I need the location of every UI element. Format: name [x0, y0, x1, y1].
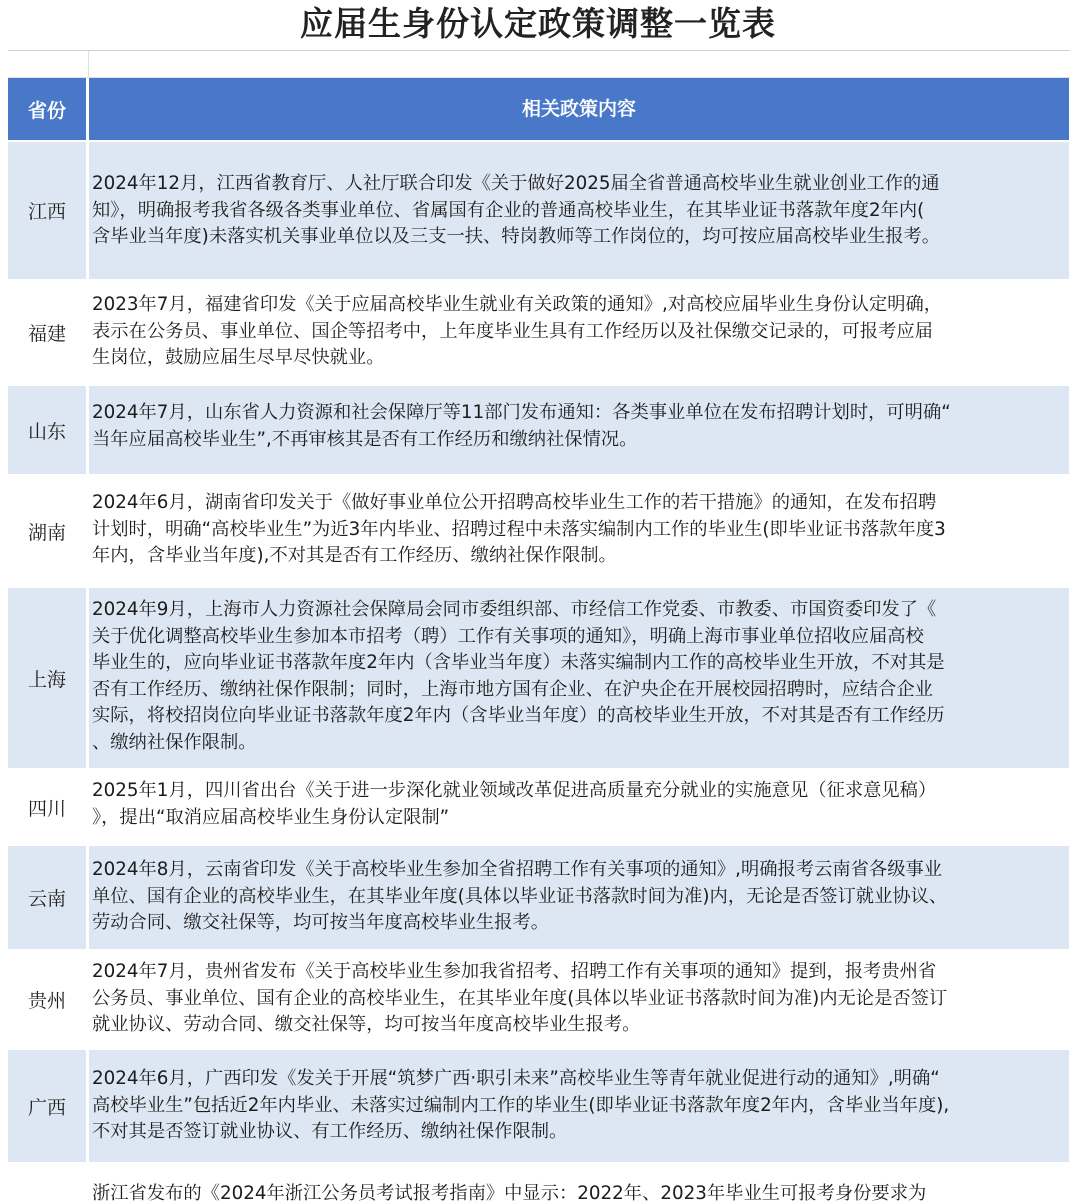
policy-line: 2023年7月，福建省印发《关于应届高校毕业生就业有关政策的通知》,对高校应届毕业生身份认定明确， — [92, 294, 943, 315]
blank-table-row — [8, 51, 1070, 78]
province-cell: 四川 — [8, 772, 86, 842]
table-header-row — [8, 78, 1070, 140]
policy-line: 浙江省发布的《2024年浙江公务员考试报考指南》中显示：2022年、2023年毕业生可报考身份要求为 — [92, 1183, 927, 1201]
province-cell: 贵州 — [8, 953, 86, 1046]
province-cell: 山东 — [8, 386, 86, 474]
policy-line: 2025年1月，四川省出台《关于进一步深化就业领域改革促进高质量充分就业的实施意见（征求意见稿） — [92, 780, 937, 801]
policy-line: 2024年6月，湖南省印发关于《做好事业单位公开招聘高校毕业生工作的若干措施》的通知，在发布招聘 — [92, 492, 937, 513]
table-row — [8, 846, 1070, 949]
policy-line: 实际，将校招岗位向毕业证书落款年度2年内（含毕业当年度）的高校毕业生开放，不对其是否有工作经历 — [92, 705, 945, 726]
province-cell: 江西 — [8, 142, 86, 279]
table-row — [8, 772, 1070, 842]
policy-line: 2024年7月，山东省人力资源和社会保障厅等11部门发布通知：各类事业单位在发布招聘计划时，可明确“ — [92, 402, 951, 423]
policy-line: 2024年9月，上海市人力资源社会保障局会同市委组织部、市经信工作党委、市教委、市国资委印发了《 — [92, 599, 937, 620]
policy-line: 》，提出“取消应届高校毕业生身份认定限制” — [92, 806, 450, 828]
province-cell: 福建 — [8, 283, 86, 382]
policy-cell — [89, 142, 1069, 279]
policy-line: 否有工作经历、缴纳社保作限制；同时，上海市地方国有企业、在沪央企在开展校园招聘时，应结合企业 — [92, 678, 933, 700]
policy-line: 不对其是否签订就业协议、有工作经历、缴纳社保作限制。 — [92, 1121, 568, 1142]
province-cell: 广西 — [8, 1050, 86, 1162]
policy-line: 表示在公务员、事业单位、国企等招考中，上年度毕业生具有工作经历以及社保缴交记录的，可报考应届 — [92, 320, 933, 342]
province-cell — [8, 1166, 86, 1201]
policy-cell — [89, 1050, 1069, 1162]
policy-line: 年内，含毕业当年度),不对其是否有工作经历、缴纳社保作限制。 — [92, 545, 617, 566]
table-row — [8, 386, 1070, 474]
policy-line: 毕业生的，应向毕业证书落款年度2年内（含毕业当年度）未落实编制内工作的高校毕业生开放，不对其是 — [92, 652, 945, 673]
policy-line: 2024年8月，云南省印发《关于高校毕业生参加全省招聘工作有关事项的通知》,明确报考云南省各级事业 — [92, 859, 943, 880]
table-row — [8, 953, 1070, 1046]
policy-cell — [89, 283, 1069, 382]
policy-line: 劳动合同、缴交社保等，均可按当年度高校毕业生报考。 — [92, 912, 550, 933]
table-row — [8, 283, 1070, 382]
page-title: 应届生身份认定政策调整一览表 — [300, 4, 776, 43]
policy-line: 2024年6月，广西印发《发关于开展“筑梦广西·职引未来”高校毕业生等青年就业促进行动的通知》,明确“ — [92, 1068, 940, 1089]
policy-line: 关于优化调整高校毕业生参加本市招考（聘）工作有关事项的通知》，明确上海市事业单位招收应届高校 — [92, 625, 924, 647]
table-row — [8, 1166, 1070, 1201]
policy-line: 2024年7月，贵州省发布《关于高校毕业生参加我省招考、招聘工作有关事项的通知》提到，报考贵州省 — [92, 961, 937, 982]
policy-line: 单位、国有企业的高校毕业生，在其毕业年度(具体以毕业证书落款时间为准)内，无论是否签订就业协议、 — [92, 885, 948, 907]
policy-line: 就业协议、劳动合同、缴交社保等，均可按当年度高校毕业生报考。 — [92, 1014, 641, 1035]
policy-cell — [89, 588, 1069, 768]
policy-cell — [89, 772, 1069, 842]
policy-line: 2024年12月，江西省教育厅、人社厅联合印发《关于做好2025届全省普通高校毕业生就业创业工作的通 — [92, 173, 940, 194]
policy-cell — [89, 846, 1069, 949]
policy-line: 、缴纳社保作限制。 — [92, 731, 257, 753]
policy-cell — [89, 953, 1069, 1046]
province-cell: 上海 — [8, 588, 86, 768]
policy-cell — [89, 478, 1069, 584]
table-row — [8, 142, 1070, 279]
policy-cell — [89, 1166, 1069, 1201]
policy-cell — [89, 386, 1069, 474]
table-row — [8, 478, 1070, 584]
policy-line: 含毕业当年度)未落实机关事业单位以及三支一扶、特岗教师等工作岗位的，均可按应届高校毕业生报考。 — [92, 226, 941, 247]
header-province: 省份 — [8, 78, 86, 140]
table-row — [8, 588, 1070, 768]
policy-line: 公务员、事业单位、国有企业的高校毕业生，在其毕业年度(具体以毕业证书落款时间为准)内无论是否签订 — [92, 987, 948, 1009]
province-cell: 云南 — [8, 846, 86, 949]
policy-line: 生岗位，鼓励应届生尽早尽快就业。 — [92, 347, 385, 368]
policy-line: 计划时，明确“高校毕业生”为近3年内毕业、招聘过程中未落实编制内工作的毕业生(即毕业证书落款年度3 — [92, 518, 946, 540]
header-content: 相关政策内容 — [89, 78, 1069, 140]
province-cell: 湖南 — [8, 478, 86, 584]
policy-line: 知》，明确报考我省各级各类事业单位、省属国有企业的普通高校毕业生，在其毕业证书落款年度2年内( — [92, 199, 925, 221]
policy-line: 当年应届高校毕业生”,不再审核其是否有工作经历和缴纳社保情况。 — [92, 428, 638, 450]
policy-line: 高校毕业生”包括近2年内毕业、未落实过编制内工作的毕业生(即毕业证书落款年度2年内，含毕业当年度), — [92, 1094, 950, 1116]
table-row — [8, 1050, 1070, 1162]
